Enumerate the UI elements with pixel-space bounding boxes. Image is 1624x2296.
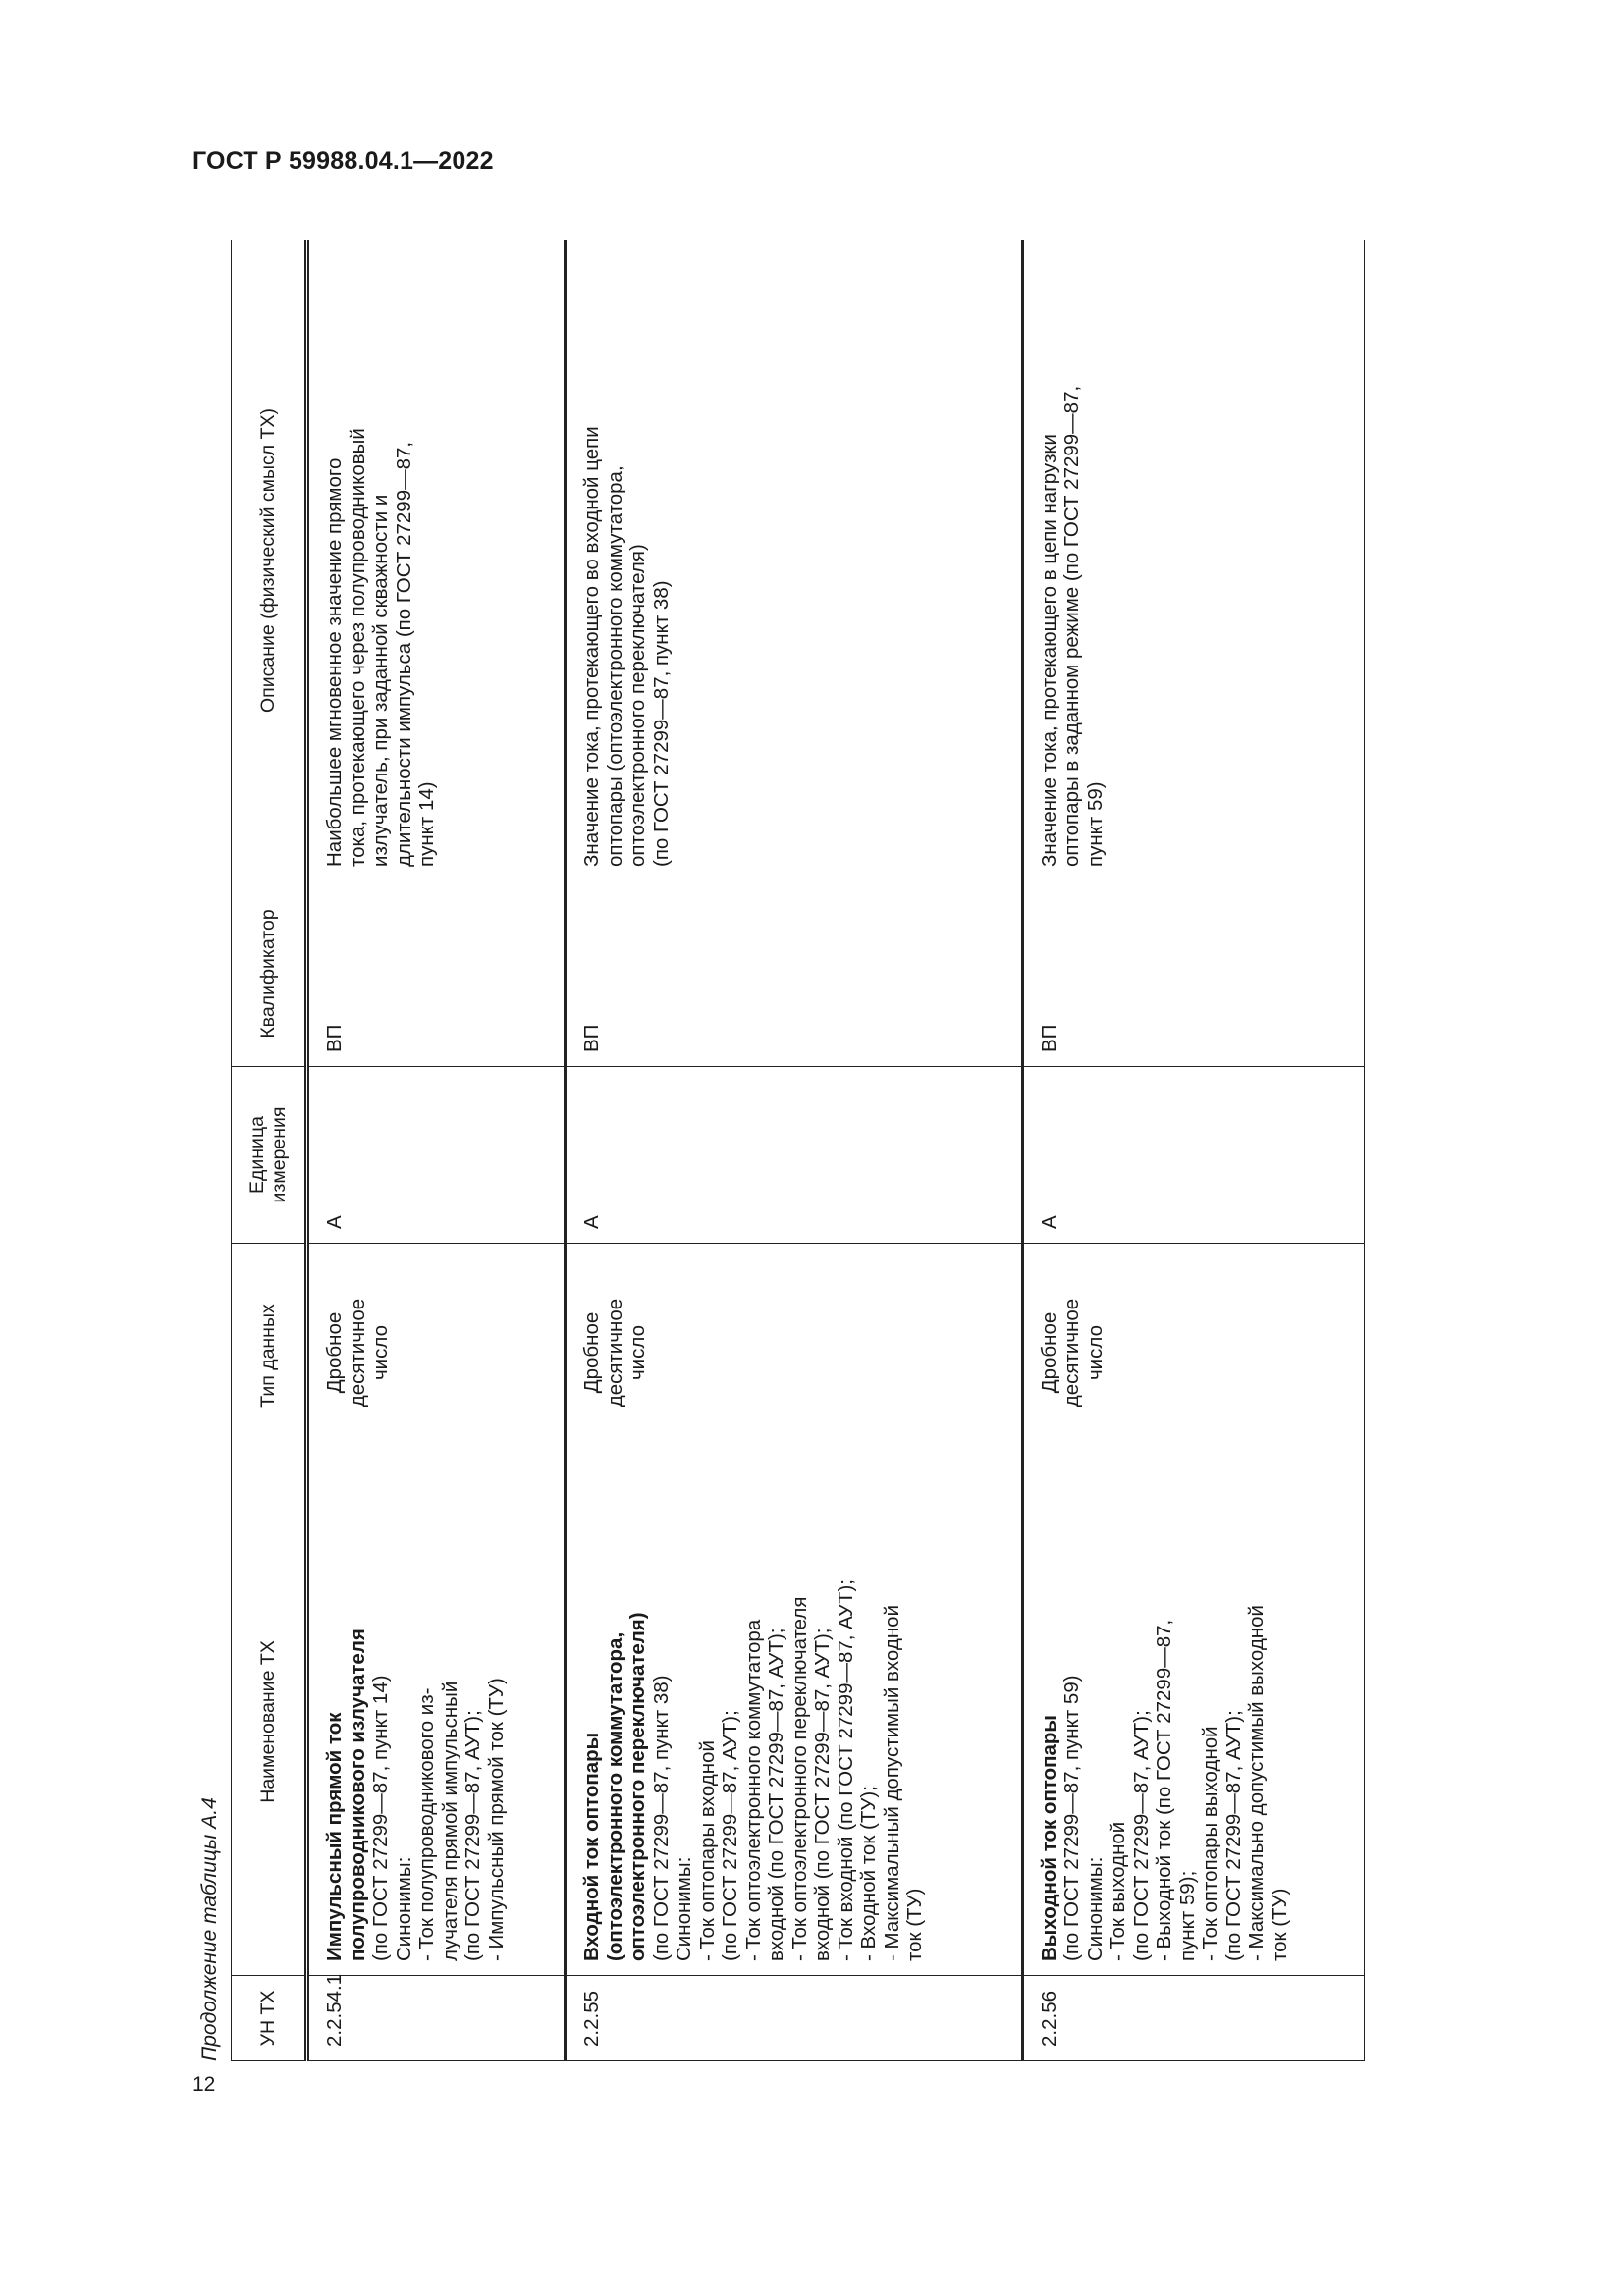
cell-un: 2.2.55 xyxy=(566,1976,1023,2061)
cell-name xyxy=(1022,1468,1364,1976)
header-un: УН ТХ xyxy=(232,1976,307,2061)
cell-type xyxy=(1022,1244,1364,1468)
name-line: - Ток полупроводникового из- xyxy=(415,1687,438,1961)
description-line: тока, протекающего через полупроводниковый xyxy=(346,428,369,867)
description-line: оптопары (оптоэлектронного коммутатора, xyxy=(603,465,626,867)
cell-qualifier: ВП xyxy=(566,881,1023,1067)
cell-description xyxy=(1022,240,1364,881)
cell-name xyxy=(566,1468,1023,1976)
header-qualifier: Квалификатор xyxy=(232,881,307,1067)
name-line: пункт 59); xyxy=(1175,1870,1199,1961)
description-line: излучатель, при заданной скважности и xyxy=(369,494,392,867)
name-line: (по ГОСТ 27299—87, пункт 14) xyxy=(369,1675,392,1961)
table-continuation-caption: Продолжение таблицы А.4 xyxy=(198,1797,221,2061)
header-type: Тип данных xyxy=(232,1244,307,1468)
cell-un: 2.2.54.1 xyxy=(307,1976,566,2061)
header-unit xyxy=(232,1067,307,1244)
table-row xyxy=(307,240,566,2061)
type-line: Дробное xyxy=(580,1311,604,1394)
name-line: входной (по ГОСТ 27299—87, АУТ); xyxy=(765,1628,788,1961)
type-line: десятичное xyxy=(346,1298,369,1408)
table-body xyxy=(307,240,1365,2061)
name-line: - Ток выходной xyxy=(1107,1821,1130,1961)
type-line: число xyxy=(369,1325,392,1380)
name-title-line: Выходной ток оптопары xyxy=(1037,1715,1060,1961)
name-line: (по ГОСТ 27299—87, АУТ); xyxy=(1129,1710,1153,1961)
type-line: число xyxy=(626,1325,650,1380)
description-line: длительности импульса (по ГОСТ 27299—87, xyxy=(392,441,415,867)
name-line: - Максимально допустимый выходной xyxy=(1245,1605,1269,1961)
name-line: - Ток оптопары входной xyxy=(695,1740,719,1961)
header-description: Описание (физический смысл ТХ) xyxy=(232,240,307,881)
description-line: (по ГОСТ 27299—87, пункт 38) xyxy=(649,580,673,867)
name-line: ток (ТУ) xyxy=(1268,1888,1291,1961)
table-header-row xyxy=(232,240,307,2061)
description-line: оптоэлектронного переключателя) xyxy=(626,544,650,867)
name-title-line: полупроводникового излучателя xyxy=(346,1629,369,1961)
name-line: ток (ТУ) xyxy=(903,1888,927,1961)
table-row xyxy=(566,240,1023,2061)
description-line: Наибольшее мгновенное значение прямого xyxy=(323,457,346,867)
name-line: - Ток оптоэлектронного переключателя xyxy=(787,1596,811,1961)
page-number: 12 xyxy=(192,2073,216,2096)
document-header: ГОСТ Р 59988.04.1—2022 xyxy=(192,147,494,175)
name-title-line: оптоэлектронного переключателя) xyxy=(626,1612,650,1961)
name-line: Синонимы: xyxy=(673,1856,696,1961)
cell-unit: А xyxy=(307,1067,566,1244)
type-line: Дробное xyxy=(1037,1311,1060,1394)
header-name: Наименование ТХ xyxy=(232,1468,307,1976)
name-line: - Входной ток (ТУ); xyxy=(857,1786,881,1961)
description-line: Значение тока, протекающего в цепи нагрузки xyxy=(1037,434,1060,867)
header-unit-line: Единица xyxy=(246,1116,268,1194)
table-row xyxy=(1022,240,1364,2061)
name-title-line: (оптоэлектронного коммутатора, xyxy=(603,1631,626,1961)
description-line: пункт 14) xyxy=(415,781,438,867)
header-unit-line: измерения xyxy=(268,1106,290,1203)
name-line: Синонимы: xyxy=(1083,1856,1107,1961)
name-line: - Ток оптоэлектронного коммутатора xyxy=(741,1619,765,1961)
name-line: Синонимы: xyxy=(392,1856,415,1961)
cell-type xyxy=(307,1244,566,1468)
name-line: (по ГОСТ 27299—87, АУТ); xyxy=(719,1710,742,1961)
name-line: (по ГОСТ 27299—87, АУТ); xyxy=(1221,1710,1245,1961)
name-line: лучателя прямой импульсный xyxy=(438,1681,461,1961)
type-line: Дробное xyxy=(323,1311,346,1394)
name-line: (по ГОСТ 27299—87, АУТ); xyxy=(461,1710,484,1961)
cell-description xyxy=(307,240,566,881)
description-line: оптопары в заданном режиме (по ГОСТ 27299—87, xyxy=(1060,385,1084,867)
name-line: - Максимальный допустимый входной xyxy=(880,1604,903,1961)
name-title-line: Импульсный прямой ток xyxy=(323,1712,346,1961)
cell-qualifier: ВП xyxy=(307,881,566,1067)
characteristics-table xyxy=(231,240,1365,2061)
name-line: - Ток оптопары выходной xyxy=(1199,1726,1222,1961)
type-line: десятичное xyxy=(603,1298,626,1408)
name-line: (по ГОСТ 27299—87, пункт 38) xyxy=(649,1675,673,1961)
name-line: - Выходной ток (по ГОСТ 27299—87, xyxy=(1153,1619,1176,1961)
cell-unit: А xyxy=(566,1067,1023,1244)
cell-qualifier: ВП xyxy=(1022,881,1364,1067)
description-line: пункт 59) xyxy=(1083,781,1107,867)
description-line: Значение тока, протекающего во входной цепи xyxy=(580,426,604,867)
name-line: входной (по ГОСТ 27299—87, АУТ); xyxy=(811,1628,835,1961)
cell-description xyxy=(566,240,1023,881)
cell-name xyxy=(307,1468,566,1976)
rotated-table-block xyxy=(191,216,1365,2061)
cell-unit: А xyxy=(1022,1067,1364,1244)
name-line: - Ток входной (по ГОСТ 27299—87, АУТ); xyxy=(834,1579,857,1961)
cell-type xyxy=(566,1244,1023,1468)
cell-un: 2.2.56 xyxy=(1022,1976,1364,2061)
type-line: десятичное xyxy=(1060,1298,1084,1408)
type-line: число xyxy=(1083,1325,1107,1380)
name-line: - Импульсный прямой ток (ТУ) xyxy=(484,1678,508,1961)
name-line: (по ГОСТ 27299—87, пункт 59) xyxy=(1060,1675,1084,1961)
name-title-line: Входной ток оптопары xyxy=(580,1732,604,1961)
